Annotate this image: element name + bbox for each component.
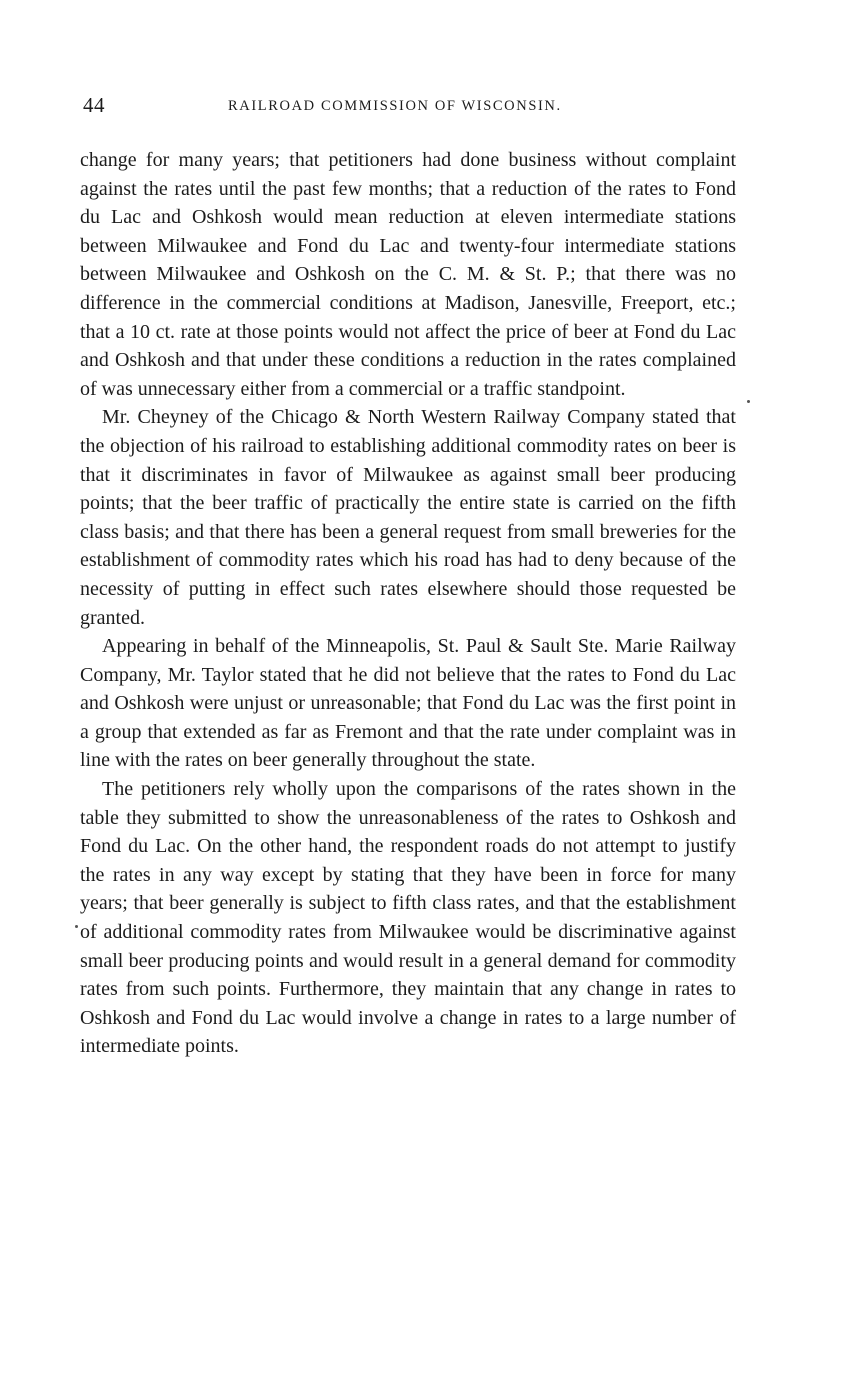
- paragraph-taylor-statement: Appearing in behalf of the Minneapolis, St. Paul & Sault Ste. Marie Railway Company, Mr. Taylor stated that he did not believe that the rates to Fond du Lac and Oshkosh were unjust or unreasonable; that Fond du Lac was the first point in a group that extended as far as Fremont and that the rate under complaint was in line with the rates on beer generally throughout the state.: [80, 635, 736, 772]
- page-header: [80, 93, 736, 123]
- scan-speck: [747, 400, 750, 403]
- paragraph-petitioners-reliance: The petitioners rely wholly upon the comparisons of the rates shown in the table they submitted to show the unreasonableness of the rates to Oshkosh and Fond du Lac. On the other hand, the respondent roads do not attempt to justify the rates in any way except by stating that they have been in force for many years; that beer generally is subject to fifth class rates, and that the establishment of additional commodity rates from Milwaukee would be discriminative against small beer producing points and would result in a general demand for commodity rates from such points. Furthermore, they maintain that any change in rates to Oshkosh and Fond du Lac would involve a change in rates to a large number of intermediate points.: [80, 778, 736, 1058]
- scan-speck: [75, 925, 78, 928]
- page-number: 44: [83, 93, 105, 117]
- paragraph-cheyney-statement: Mr. Cheyney of the Chicago & North Western Railway Company stated that the objection of his railroad to establishing additional commodity rates on beer is that it discriminates in favor of Milwaukee as against small beer producing points; that the beer traffic of practically the entire state is carried on the fifth class basis; and that there has been a general request from small breweries for the establishment of commodity rates which his road has had to deny because of the necessity of putting in effect such rates elsewhere should those requested be granted.: [80, 406, 736, 629]
- paragraph-continuation: change for many years; that petitioners had done business without complaint against the rates until the past few months; that a reduction of the rates to Fond du Lac and Oshkosh would mean reduction at eleven intermediate stations between Milwaukee and Fond du Lac and twenty-four intermediate stations between Milwaukee and Oshkosh on the C. M. & St. P.; that there was no difference in the commercial conditions at Madison, Janesville, Freeport, etc.; that a 10 ct. rate at those points would not affect the price of beer at Fond du Lac and Oshkosh and that under these conditions a reduction in the rates complained of was unnecessary either from a commercial or a traffic standpoint.: [80, 149, 736, 400]
- running-title: RAILROAD COMMISSION OF WISCONSIN.: [228, 98, 562, 114]
- body-text: [80, 146, 736, 1061]
